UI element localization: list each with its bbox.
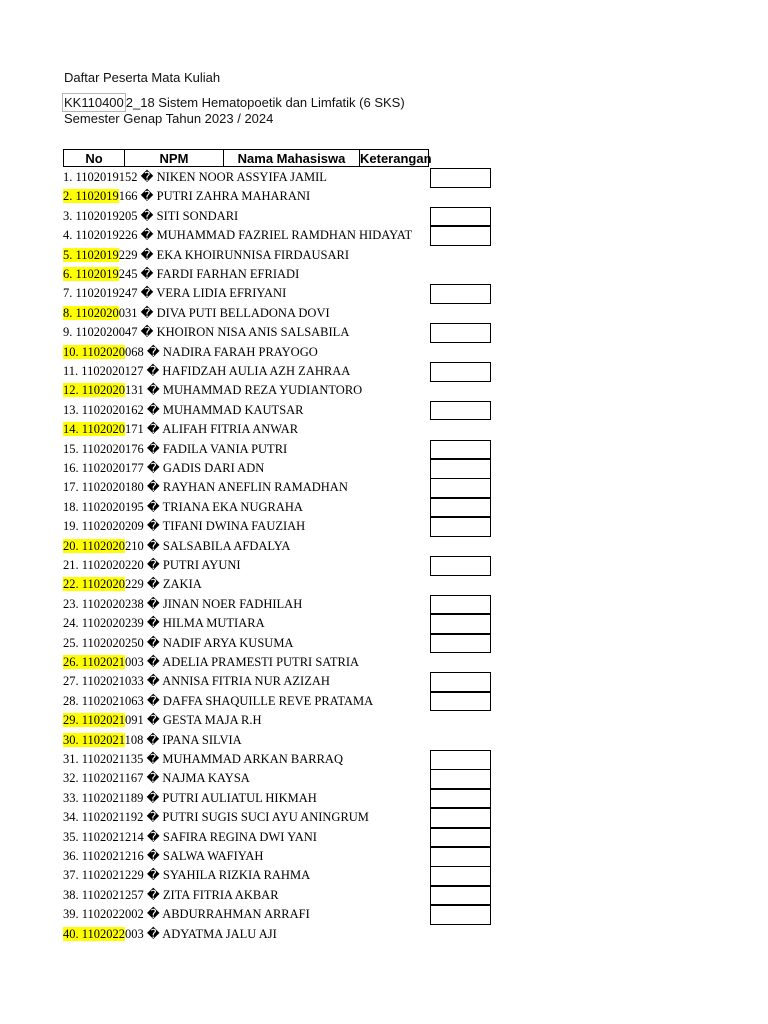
notes-cell[interactable] (430, 517, 491, 537)
student-name: PUTRI SUGIS SUCI AYU ANINGRUM (162, 810, 369, 825)
row-number-npm-prefix: 39. (63, 907, 82, 922)
npm-value: 1102020209 (81, 519, 147, 534)
row-number-npm-prefix: 21. (63, 558, 82, 572)
row-number-npm-prefix: 20. 1102020 (63, 538, 126, 553)
student-name: FARDI FARHAN EFRIADI (156, 267, 300, 281)
row-number-npm-prefix: 22. 1102020 (63, 577, 126, 592)
npm-value: 1102020239 (81, 616, 147, 631)
row-number-npm-prefix: 33. (63, 790, 82, 805)
npm-value: 1102020127 (81, 364, 147, 378)
list-item (63, 866, 310, 886)
list-item (63, 362, 350, 382)
student-name: ADELIA PRAMESTI PUTRI SATRIA (162, 655, 360, 669)
notes-cell[interactable] (430, 440, 491, 460)
student-name: ABDURRAHMAN ARRAFI (162, 907, 310, 922)
student-name: PUTRI AULIATUL HIKMAH (162, 790, 317, 805)
list-item (63, 808, 369, 828)
npm-value: 171 (125, 422, 147, 437)
list-item (63, 207, 238, 227)
list-item (63, 323, 349, 343)
student-name: HAFIDZAH AULIA AZH ZAHRAA (162, 364, 351, 378)
separator-glyph: � (146, 461, 163, 475)
npm-value: 1102020047 (75, 325, 141, 340)
npm-value: 1102020195 (81, 499, 147, 514)
notes-cell[interactable] (430, 459, 491, 479)
separator-glyph: � (146, 616, 163, 631)
list-item (63, 284, 286, 304)
row-number-npm-prefix: 37. (63, 868, 82, 883)
student-name: ZITA FITRIA AKBAR (162, 887, 279, 902)
notes-cell[interactable] (430, 362, 491, 382)
row-number-npm-prefix: 10. 1102020 (63, 344, 126, 359)
npm-value: 1102022002 (81, 907, 147, 922)
list-item (63, 575, 202, 595)
list-item (63, 440, 287, 460)
npm-value: 1102019205 (75, 208, 141, 223)
npm-value: 031 (118, 305, 141, 320)
row-number-npm-prefix: 6. 1102019 (63, 267, 119, 281)
row-number-npm-prefix: 2. 1102019 (63, 189, 119, 204)
npm-value: 003 (125, 655, 147, 669)
separator-glyph: � (140, 208, 157, 223)
notes-cell[interactable] (430, 478, 491, 498)
notes-cell[interactable] (430, 692, 491, 712)
student-name: NIKEN NOOR ASSYIFA JAMIL (156, 170, 327, 184)
row-number-npm-prefix: 23. (63, 596, 82, 611)
list-item (63, 265, 299, 285)
npm-value: 1102019152 (75, 170, 141, 184)
course-name: 2_18 Sistem Hematopoetik dan Limfatik (6 SKS) (125, 95, 405, 110)
separator-glyph: � (146, 383, 163, 398)
list-item (63, 226, 412, 246)
student-name: DIVA PUTI BELLADONA DOVI (156, 305, 330, 320)
student-name: RAYHAN ANEFLIN RAMADHAN (162, 480, 348, 495)
student-name: IPANA SILVIA (162, 732, 242, 747)
row-number-npm-prefix: 14. 1102020 (63, 422, 126, 437)
list-item (63, 847, 263, 867)
list-item (63, 886, 279, 906)
separator-glyph: � (146, 926, 163, 941)
row-number-npm-prefix: 4. (63, 228, 76, 243)
row-number-npm-prefix: 30. 1102021 (63, 732, 125, 747)
row-number-npm-prefix: 13. (63, 402, 82, 417)
student-name: EKA KHOIRUNNISA FIRDAUSARI (156, 247, 350, 262)
list-item (63, 634, 293, 654)
npm-value: 1102020238 (81, 596, 147, 611)
list-item (63, 537, 290, 557)
notes-cell[interactable] (430, 634, 491, 654)
list-item (63, 517, 305, 537)
separator-glyph: � (146, 713, 163, 728)
notes-cell[interactable] (430, 614, 491, 634)
npm-value: 1102021033 (81, 674, 147, 689)
student-name: ADYATMA JALU AJI (162, 926, 277, 941)
notes-cell[interactable] (430, 789, 491, 809)
separator-glyph: � (146, 887, 163, 902)
separator-glyph: � (140, 247, 157, 262)
separator-glyph: � (146, 829, 163, 844)
notes-cell[interactable] (430, 905, 491, 925)
npm-value: 1102021167 (81, 771, 147, 786)
list-item (63, 925, 277, 945)
student-name: TIFANI DWINA FAUZIAH (162, 519, 306, 534)
student-name: MUHAMMAD KAUTSAR (162, 402, 304, 417)
npm-value: 210 (125, 538, 147, 553)
row-number-npm-prefix: 27. (63, 674, 82, 689)
row-number-npm-prefix: 16. (63, 461, 82, 475)
list-item (63, 789, 317, 809)
student-name: ZAKIA (162, 577, 202, 592)
separator-glyph: � (146, 344, 163, 359)
notes-cell[interactable] (430, 672, 491, 692)
npm-value: 166 (118, 189, 141, 204)
student-name: SALWA WAFIYAH (162, 849, 264, 863)
student-name: VERA LIDIA EFRIYANI (156, 286, 287, 301)
notes-cell[interactable] (430, 226, 491, 246)
npm-value: 131 (125, 383, 147, 398)
notes-cell[interactable] (430, 808, 491, 828)
row-number-npm-prefix: 36. (63, 849, 82, 863)
list-item (63, 828, 317, 848)
npm-value: 1102020220 (81, 558, 147, 572)
list-item (63, 711, 262, 731)
separator-glyph: � (146, 596, 163, 611)
notes-cell[interactable] (430, 886, 491, 906)
student-name: FADILA VANIA PUTRI (162, 441, 288, 456)
row-number-npm-prefix: 3. (63, 208, 76, 223)
list-item (63, 692, 373, 712)
list-item (63, 478, 348, 498)
student-name: MUHAMMAD REZA YUDIANTORO (162, 383, 363, 398)
separator-glyph: � (146, 868, 163, 883)
list-item (63, 459, 264, 479)
list-item (63, 614, 265, 634)
npm-value: 1102021229 (81, 868, 147, 883)
row-number-npm-prefix: 40. 1102022 (63, 926, 126, 941)
row-number-npm-prefix: 8. 1102020 (63, 305, 119, 320)
row-number-npm-prefix: 12. 1102020 (63, 383, 126, 398)
npm-value: 1102021063 (81, 693, 147, 708)
separator-glyph: � (146, 790, 163, 805)
separator-glyph: � (146, 441, 163, 456)
student-name: HILMA MUTIARA (162, 616, 265, 631)
student-name: PUTRI AYUNI (162, 558, 241, 572)
column-header-no: No (63, 149, 125, 167)
list-item (63, 769, 250, 789)
npm-value: 1102021189 (81, 790, 147, 805)
row-number-npm-prefix: 18. (63, 499, 82, 514)
separator-glyph: � (146, 499, 163, 514)
separator-glyph: � (146, 771, 163, 786)
list-item (63, 246, 349, 266)
row-number-npm-prefix: 24. (63, 616, 82, 631)
separator-glyph: � (146, 849, 163, 863)
student-name: NADIF ARYA KUSUMA (162, 635, 294, 650)
student-name: DAFFA SHAQUILLE REVE PRATAMA (162, 693, 374, 708)
row-number-npm-prefix: 26. 1102021 (63, 655, 126, 669)
student-name: MUHAMMAD FAZRIEL RAMDHAN HIDAYAT (156, 228, 413, 243)
notes-cell[interactable] (430, 498, 491, 518)
row-number-npm-prefix: 11. (63, 364, 82, 378)
row-number-npm-prefix: 19. (63, 519, 82, 534)
list-item (63, 343, 318, 363)
student-name: TRIANA EKA NUGRAHA (162, 499, 303, 514)
student-name: SALSABILA AFDALYA (162, 538, 291, 553)
separator-glyph: � (146, 635, 163, 650)
row-number-npm-prefix: 25. (63, 635, 82, 650)
row-number-npm-prefix: 15. (63, 441, 82, 456)
notes-cell[interactable] (430, 828, 491, 848)
student-name: SYAHILA RIZKIA RAHMA (162, 868, 311, 883)
column-header-name: Nama Mahasiswa (223, 149, 360, 167)
row-number-npm-prefix: 35. (63, 829, 82, 844)
student-name: MUHAMMAD ARKAN BARRAQ (162, 752, 343, 766)
npm-value: 1102020177 (81, 461, 147, 475)
npm-value: 1102019226 (75, 228, 141, 243)
separator-glyph: � (146, 752, 163, 766)
student-name: JINAN NOER FADHILAH (162, 596, 303, 611)
separator-glyph: � (146, 810, 163, 825)
course-line (64, 93, 405, 112)
document-title: Daftar Peserta Mata Kuliah (64, 70, 221, 85)
list-item (63, 905, 310, 925)
student-name: GESTA MAJA R.H (162, 713, 262, 728)
notes-cell[interactable] (430, 168, 491, 188)
list-item (63, 381, 362, 401)
separator-glyph: � (146, 655, 163, 669)
separator-glyph: � (146, 693, 163, 708)
separator-glyph: � (146, 519, 163, 534)
list-item (63, 731, 242, 751)
list-item (63, 498, 303, 518)
npm-value: 108 (124, 732, 147, 747)
row-number-npm-prefix: 34. (63, 810, 82, 825)
student-name: ANNISA FITRIA NUR AZIZAH (162, 674, 330, 689)
notes-cell[interactable] (430, 207, 491, 227)
notes-cell[interactable] (430, 847, 491, 867)
npm-value: 1102021257 (81, 887, 147, 902)
separator-glyph: � (140, 325, 157, 340)
student-name: NADIRA FARAH PRAYOGO (162, 344, 318, 359)
separator-glyph: � (146, 538, 163, 553)
list-item (63, 672, 330, 692)
npm-value: 1102020180 (81, 480, 147, 495)
npm-value: 229 (118, 247, 141, 262)
list-item (63, 595, 302, 615)
list-item (63, 401, 304, 421)
separator-glyph: � (146, 907, 163, 922)
separator-glyph: � (146, 558, 163, 572)
separator-glyph: � (146, 364, 163, 378)
notes-cell[interactable] (430, 323, 491, 343)
row-number-npm-prefix: 38. (63, 887, 82, 902)
course-code: KK110400 (64, 95, 124, 110)
student-name: PUTRI ZAHRA MAHARANI (156, 189, 311, 204)
npm-value: 1102020162 (81, 402, 147, 417)
npm-value: 003 (125, 926, 147, 941)
npm-value: 1102021135 (81, 752, 147, 766)
notes-cell[interactable] (430, 750, 491, 770)
notes-cell[interactable] (430, 769, 491, 789)
npm-value: 1102020176 (81, 441, 147, 456)
row-number-npm-prefix: 28. (63, 693, 82, 708)
list-item (63, 556, 241, 576)
student-name: SAFIRA REGINA DWI YANI (162, 829, 317, 844)
row-number-npm-prefix: 31. (63, 752, 82, 766)
npm-value: 068 (125, 344, 147, 359)
npm-value: 229 (125, 577, 147, 592)
npm-value: 1102021192 (81, 810, 147, 825)
notes-cell[interactable] (430, 401, 491, 421)
separator-glyph: � (146, 480, 163, 495)
separator-glyph: � (146, 674, 163, 689)
notes-cell[interactable] (430, 595, 491, 615)
notes-cell[interactable] (430, 556, 491, 576)
list-item (63, 653, 359, 673)
column-header-notes: Keterangan (360, 151, 432, 166)
row-number-npm-prefix: 32. (63, 771, 82, 786)
npm-value: 245 (118, 267, 141, 281)
npm-value: 1102021214 (81, 829, 147, 844)
semester-line: Semester Genap Tahun 2023 / 2024 (64, 111, 274, 126)
column-header-npm: NPM (124, 149, 224, 167)
list-item (63, 420, 298, 440)
student-name: KHOIRON NISA ANIS SALSABILA (156, 325, 350, 340)
row-number-npm-prefix: 17. (63, 480, 82, 495)
student-name: SITI SONDARI (156, 208, 239, 223)
row-number-npm-prefix: 9. (63, 325, 76, 340)
separator-glyph: � (140, 286, 157, 301)
separator-glyph: � (140, 189, 157, 204)
student-name: NAJMA KAYSA (162, 771, 250, 786)
npm-value: 1102020250 (81, 635, 147, 650)
list-item (63, 187, 310, 207)
list-item (63, 304, 330, 324)
separator-glyph: � (146, 577, 163, 592)
row-number-npm-prefix: 29. 1102021 (63, 713, 126, 728)
student-name: GADIS DARI ADN (162, 461, 265, 475)
separator-glyph: � (146, 402, 163, 417)
separator-glyph: � (140, 267, 157, 281)
notes-cell[interactable] (430, 284, 491, 304)
npm-value: 1102021216 (81, 849, 147, 863)
npm-value: 091 (125, 713, 147, 728)
separator-glyph: � (146, 422, 163, 437)
row-number-npm-prefix: 7. (63, 286, 76, 301)
list-item (63, 168, 327, 188)
row-number-npm-prefix: 5. 1102019 (63, 247, 119, 262)
list-item (63, 750, 343, 770)
row-number-npm-prefix: 1. (63, 170, 76, 184)
separator-glyph: � (140, 305, 157, 320)
notes-cell[interactable] (430, 866, 491, 886)
separator-glyph: � (140, 228, 157, 243)
npm-value: 1102019247 (75, 286, 141, 301)
separator-glyph: � (140, 170, 157, 184)
student-name: ALIFAH FITRIA ANWAR (162, 422, 299, 437)
separator-glyph: � (146, 732, 163, 747)
